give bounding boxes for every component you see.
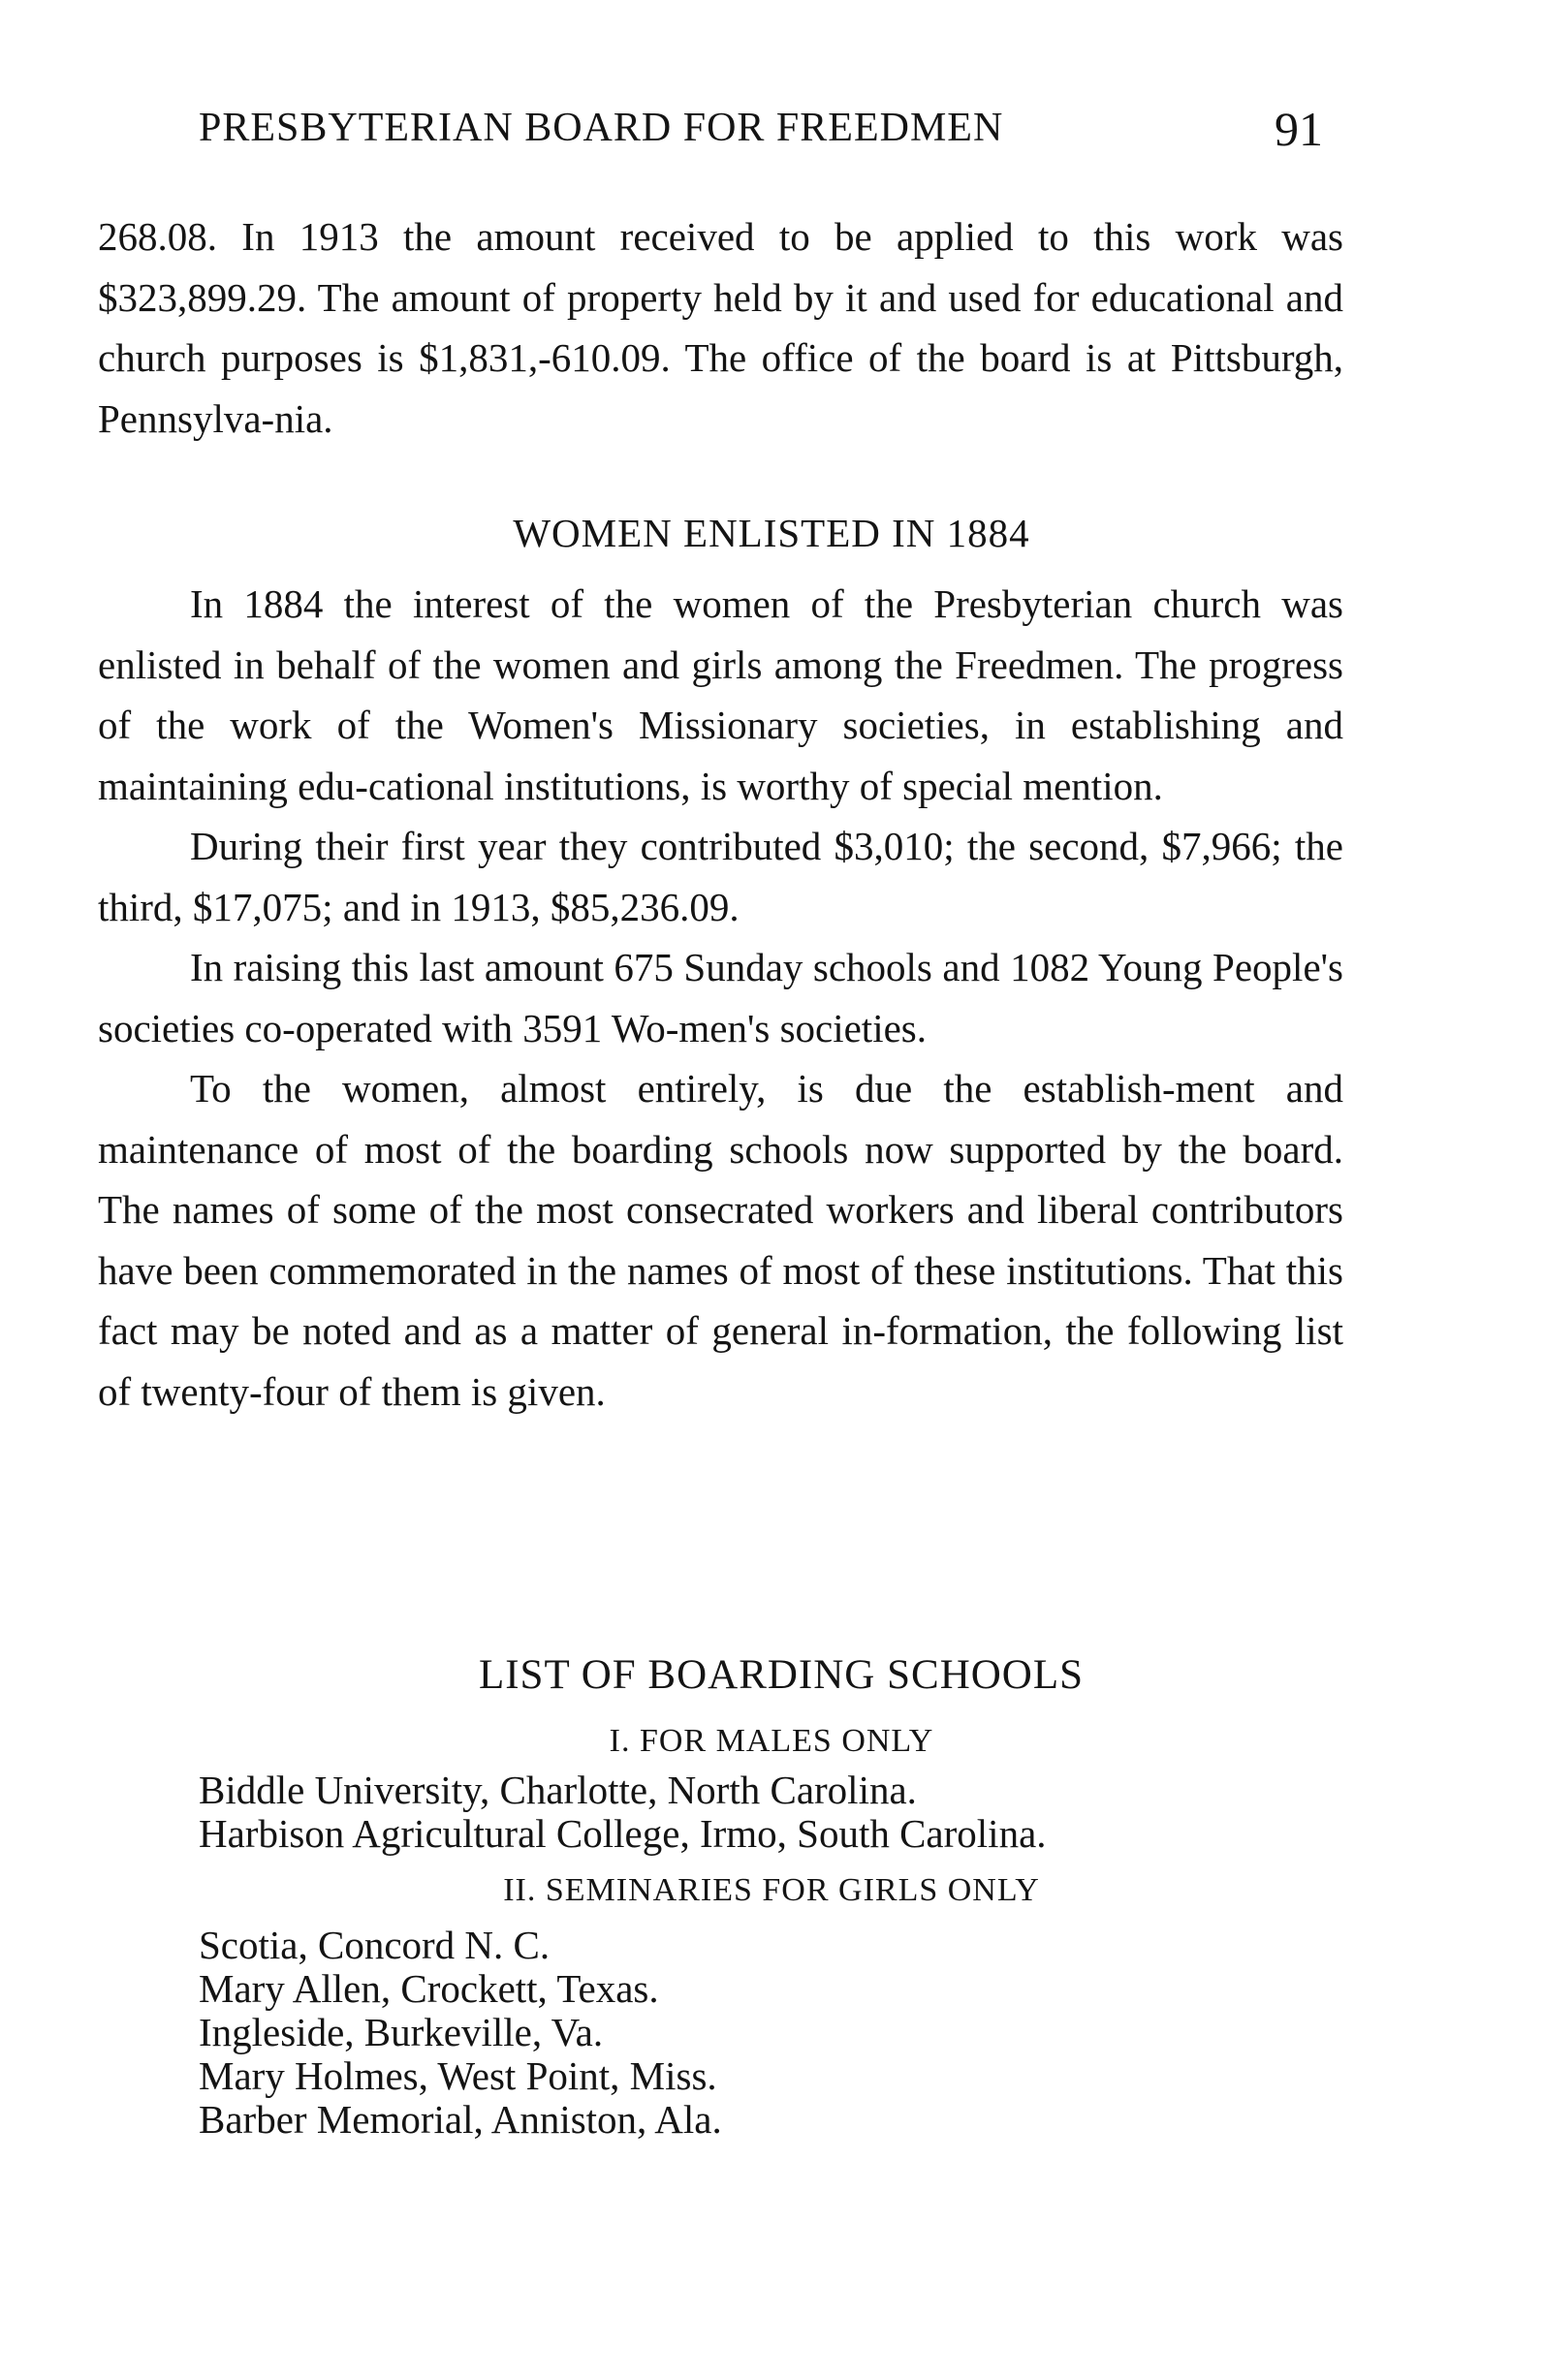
page-number: 91 bbox=[1275, 102, 1323, 156]
section-heading-women-enlisted: WOMEN ENLISTED IN 1884 bbox=[513, 511, 1030, 555]
running-title: PRESBYTERIAN BOARD FOR FREEDMEN bbox=[199, 106, 1004, 150]
list-item: Barber Memorial, Anniston, Ala. bbox=[199, 2097, 722, 2142]
continuation-paragraph: 268.08. In 1913 the amount received to be applied to this work was $323,899.29. The amount of property held by it and used for educational and church purposes is $1,831,-610.09. The office of the board is at Pittsburgh, Pennsylva-nia. bbox=[98, 214, 1343, 441]
subheading-males-only: I. FOR MALES ONLY bbox=[609, 1723, 934, 1759]
subheading-girls-only: II. SEMINARIES FOR GIRLS ONLY bbox=[503, 1872, 1040, 1908]
women-section-body bbox=[98, 574, 1343, 1422]
contributions-paragraph: During their first year they contributed $3,010; the second, $7,966; the third, $17,075; and in 1913, $85,236.09. bbox=[98, 824, 1343, 929]
list-item: Mary Holmes, West Point, Miss. bbox=[199, 2053, 717, 2098]
list-item: Ingleside, Burkeville, Va. bbox=[199, 2010, 604, 2054]
list-item: Scotia, Concord N. C. bbox=[199, 1923, 551, 1967]
list-item: Harbison Agricultural College, Irmo, South Carolina. bbox=[199, 1811, 1047, 1856]
school-list-girls bbox=[199, 1924, 722, 2142]
continuation-paragraph-block bbox=[98, 206, 1343, 449]
school-list-males bbox=[199, 1769, 1047, 1856]
running-header bbox=[199, 102, 1323, 163]
section-heading-boarding-schools: LIST OF BOARDING SCHOOLS bbox=[478, 1652, 1085, 1698]
sunday-schools-paragraph: In raising this last amount 675 Sunday schools and 1082 Young People's societies co-operated with 3591 Wo-men's societies. bbox=[98, 945, 1343, 1050]
list-item: Biddle University, Charlotte, North Carolina. bbox=[199, 1768, 917, 1812]
women-enlisted-paragraph: In 1884 the interest of the women of the Presbyterian church was enlisted in behalf of the women and girls among the Freedmen. The progress of the work of the Women's Missionary societies, in establishing and maintaining edu-cational institutions, is worthy of special mention. bbox=[98, 581, 1343, 808]
boarding-schools-paragraph: To the women, almost entirely, is due the establish-ment and maintenance of most of the boarding schools now supported by the board. The names of some of the most consecrated workers and liberal contributors have been commemorated in the names of most of these institutions. That this fact may be noted and as a matter of general in-formation, the following list of twenty-four of them is given. bbox=[98, 1066, 1343, 1414]
list-item: Mary Allen, Crockett, Texas. bbox=[199, 1966, 659, 2011]
